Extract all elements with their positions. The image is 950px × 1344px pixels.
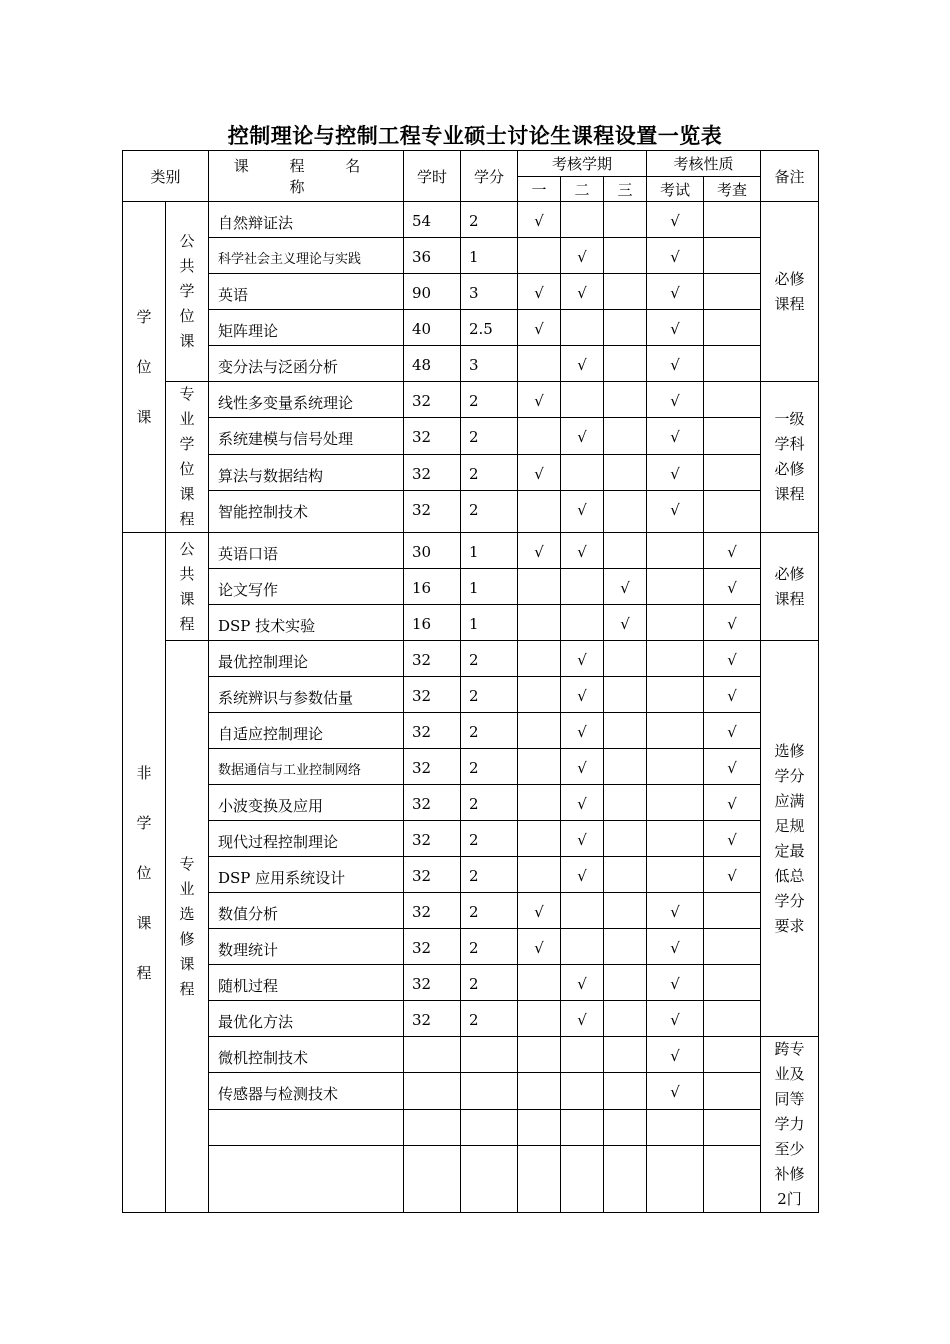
course-name: 传感器与检测技术 [209,1073,404,1109]
table-row [123,491,819,533]
header-term-2: 二 [561,177,604,202]
check-mark-exam [647,677,704,713]
course-credits: 2 [461,857,518,893]
header-course-name: 课 程 名 称 [209,151,404,202]
notes-degree-major: 一级 学科 必修 课程 [761,382,819,533]
check-mark-t3 [604,491,647,533]
check-mark-check: √ [704,713,761,749]
course-hours: 40 [404,310,461,346]
course-credits: 2 [461,821,518,857]
check-mark-t3 [604,821,647,857]
course-credits: 1 [461,605,518,641]
check-mark-exam: √ [647,310,704,346]
course-name: 小波变换及应用 [209,785,404,821]
check-mark-t2: √ [561,677,604,713]
course-name: 算法与数据结构 [209,454,404,490]
course-hours: 32 [404,454,461,490]
check-mark-t3 [604,238,647,274]
course-hours: 32 [404,677,461,713]
course-hours: 32 [404,1001,461,1037]
course-hours [404,1073,461,1109]
check-mark-t1: √ [518,533,561,569]
check-mark-t2: √ [561,749,604,785]
check-mark-t1: √ [518,274,561,310]
course-credits: 2 [461,677,518,713]
check-mark-t3 [604,1001,647,1037]
header-credits: 学分 [461,151,518,202]
check-mark-t2: √ [561,274,604,310]
table-row [123,605,819,641]
course-hours: 32 [404,857,461,893]
check-mark-check: √ [704,785,761,821]
check-mark-check: √ [704,569,761,605]
check-mark-exam: √ [647,382,704,418]
course-credits: 2 [461,749,518,785]
header-exam: 考试 [647,177,704,202]
check-mark-exam: √ [647,1073,704,1109]
check-mark-t1 [518,605,561,641]
table-row [123,677,819,713]
course-name: 微机控制技术 [209,1037,404,1073]
check-mark-t2 [561,1146,604,1213]
header-check: 考查 [704,177,761,202]
table-row [123,713,819,749]
table-row [123,1109,819,1145]
table-row [123,238,819,274]
course-name: 线性多变量系统理论 [209,382,404,418]
course-hours: 32 [404,713,461,749]
check-mark-t3 [604,785,647,821]
course-credits [461,1109,518,1145]
group-nondegree: 非 学 位 课 程 [123,533,166,1213]
course-hours: 90 [404,274,461,310]
check-mark-t1: √ [518,202,561,238]
check-mark-t1 [518,1001,561,1037]
check-mark-t1: √ [518,929,561,965]
course-name: 随机过程 [209,965,404,1001]
check-mark-t3 [604,454,647,490]
course-hours: 32 [404,382,461,418]
check-mark-exam [647,1109,704,1145]
check-mark-t3 [604,1037,647,1073]
course-name: 最优控制理论 [209,641,404,677]
check-mark-exam: √ [647,418,704,454]
check-mark-t2 [561,893,604,929]
course-credits: 1 [461,533,518,569]
check-mark-t1 [518,1037,561,1073]
notes-nondegree-public: 必修 课程 [761,533,819,641]
course-credits: 2 [461,785,518,821]
table-row [123,569,819,605]
check-mark-t2: √ [561,346,604,382]
check-mark-t1: √ [518,382,561,418]
check-mark-t1: √ [518,310,561,346]
check-mark-exam: √ [647,1037,704,1073]
course-credits: 2 [461,382,518,418]
check-mark-check: √ [704,533,761,569]
course-name: 系统建模与信号处理 [209,418,404,454]
course-credits: 2.5 [461,310,518,346]
check-mark-exam [647,641,704,677]
header-exam-term: 考核学期 [518,151,647,177]
header-category: 类别 [123,151,209,202]
check-mark-exam: √ [647,965,704,1001]
check-mark-t1 [518,677,561,713]
check-mark-t1 [518,346,561,382]
course-hours: 32 [404,749,461,785]
course-hours: 32 [404,821,461,857]
table-row [123,454,819,490]
course-hours [404,1037,461,1073]
course-credits: 1 [461,569,518,605]
header-term-1: 一 [518,177,561,202]
check-mark-check [704,491,761,533]
table-row [123,310,819,346]
course-credits: 2 [461,893,518,929]
check-mark-t2: √ [561,1001,604,1037]
check-mark-t2 [561,929,604,965]
check-mark-t2: √ [561,533,604,569]
check-mark-t2 [561,1073,604,1109]
course-name: 自然辩证法 [209,202,404,238]
course-name: 系统辨识与参数估量 [209,677,404,713]
check-mark-check: √ [704,641,761,677]
table-row [123,929,819,965]
group-degree: 学 位 课 [123,202,166,533]
check-mark-t3 [604,893,647,929]
check-mark-t3 [604,382,647,418]
header-notes: 备注 [761,151,819,202]
check-mark-check: √ [704,605,761,641]
course-hours: 16 [404,569,461,605]
check-mark-t1 [518,965,561,1001]
course-credits: 3 [461,274,518,310]
check-mark-t3 [604,749,647,785]
course-name [209,1109,404,1145]
course-hours: 16 [404,605,461,641]
course-credits [461,1073,518,1109]
course-hours: 32 [404,893,461,929]
course-credits: 2 [461,418,518,454]
check-mark-check [704,1037,761,1073]
course-credits: 2 [461,1001,518,1037]
check-mark-t2: √ [561,857,604,893]
check-mark-t3 [604,929,647,965]
check-mark-exam [647,785,704,821]
course-name: 数理统计 [209,929,404,965]
check-mark-t2: √ [561,418,604,454]
check-mark-exam: √ [647,274,704,310]
course-credits: 2 [461,929,518,965]
course-credits: 2 [461,491,518,533]
course-name: 智能控制技术 [209,491,404,533]
course-hours: 32 [404,418,461,454]
check-mark-check: √ [704,821,761,857]
course-name: 数据通信与工业控制网络 [209,749,404,785]
check-mark-t2 [561,605,604,641]
course-credits: 2 [461,454,518,490]
check-mark-check [704,274,761,310]
header-exam-type: 考核性质 [647,151,761,177]
check-mark-t1 [518,749,561,785]
check-mark-t1 [518,1109,561,1145]
check-mark-exam [647,569,704,605]
check-mark-exam: √ [647,202,704,238]
notes-cross-major: 跨专 业及 同等 学力 至少 补修 2门 [761,1037,819,1213]
table-row [123,749,819,785]
check-mark-t3 [604,533,647,569]
group-nondegree-public: 公 共 课 程 [166,533,209,641]
check-mark-check [704,418,761,454]
course-name: 现代过程控制理论 [209,821,404,857]
notes-elective: 选修 学分 应满 足规 定最 低总 学分 要求 [761,641,819,1037]
check-mark-check [704,310,761,346]
check-mark-t1 [518,641,561,677]
check-mark-t1 [518,857,561,893]
course-credits: 2 [461,965,518,1001]
check-mark-t2: √ [561,965,604,1001]
table-row [123,821,819,857]
check-mark-check: √ [704,749,761,785]
check-mark-t3: √ [604,569,647,605]
course-hours: 36 [404,238,461,274]
check-mark-check [704,346,761,382]
course-hours: 32 [404,641,461,677]
check-mark-check [704,238,761,274]
course-name: DSP 技术实验 [209,605,404,641]
check-mark-t1 [518,1146,561,1213]
course-name: 最优化方法 [209,1001,404,1037]
check-mark-check [704,965,761,1001]
check-mark-t1 [518,713,561,749]
check-mark-t2 [561,569,604,605]
course-credits: 3 [461,346,518,382]
check-mark-exam: √ [647,346,704,382]
check-mark-t2: √ [561,713,604,749]
check-mark-t1: √ [518,454,561,490]
table-row [123,893,819,929]
check-mark-t1 [518,1073,561,1109]
check-mark-t2 [561,454,604,490]
header-term-3: 三 [604,177,647,202]
table-row [123,857,819,893]
check-mark-t2: √ [561,821,604,857]
check-mark-t2 [561,382,604,418]
check-mark-exam [647,605,704,641]
check-mark-t1 [518,491,561,533]
check-mark-t3 [604,677,647,713]
check-mark-t2 [561,202,604,238]
check-mark-t3 [604,274,647,310]
page-title: 控制理论与控制工程专业硕士讨论生课程设置一览表 [227,123,723,148]
course-hours: 32 [404,965,461,1001]
check-mark-t3 [604,965,647,1001]
table-row [123,382,819,418]
table-row [123,533,819,569]
course-hours: 32 [404,929,461,965]
check-mark-t3 [604,713,647,749]
table-row [123,274,819,310]
check-mark-t3 [604,857,647,893]
check-mark-exam: √ [647,238,704,274]
course-hours: 32 [404,491,461,533]
check-mark-exam: √ [647,893,704,929]
check-mark-t3: √ [604,605,647,641]
course-hours: 54 [404,202,461,238]
check-mark-check [704,454,761,490]
check-mark-t3 [604,418,647,454]
group-degree-public: 公 共 学 位 课 [166,202,209,382]
check-mark-exam [647,821,704,857]
check-mark-check: √ [704,857,761,893]
check-mark-t2: √ [561,491,604,533]
check-mark-t3 [604,310,647,346]
check-mark-t2: √ [561,785,604,821]
course-credits [461,1146,518,1213]
check-mark-t1 [518,238,561,274]
check-mark-check [704,929,761,965]
check-mark-check [704,1109,761,1145]
course-hours [404,1146,461,1213]
check-mark-check [704,1001,761,1037]
check-mark-check [704,1073,761,1109]
course-name: 矩阵理论 [209,310,404,346]
course-name: 自适应控制理论 [209,713,404,749]
check-mark-t2: √ [561,641,604,677]
group-degree-major: 专 业 学 位 课 程 [166,382,209,533]
course-name: 英语 [209,274,404,310]
table-row [123,965,819,1001]
check-mark-t3 [604,1109,647,1145]
check-mark-exam: √ [647,454,704,490]
course-name: 数值分析 [209,893,404,929]
check-mark-t1 [518,569,561,605]
table-row [123,1001,819,1037]
course-credits: 1 [461,238,518,274]
check-mark-t2 [561,1037,604,1073]
course-name: 论文写作 [209,569,404,605]
check-mark-check [704,893,761,929]
course-name: DSP 应用系统设计 [209,857,404,893]
check-mark-exam: √ [647,491,704,533]
check-mark-check [704,382,761,418]
header-hours: 学时 [404,151,461,202]
table-row [123,1146,819,1213]
check-mark-t3 [604,1146,647,1213]
check-mark-check: √ [704,677,761,713]
check-mark-t3 [604,202,647,238]
check-mark-check [704,202,761,238]
course-name: 科学社会主义理论与实践 [209,238,404,274]
check-mark-exam [647,749,704,785]
course-hours: 30 [404,533,461,569]
course-name: 英语口语 [209,533,404,569]
check-mark-t3 [604,641,647,677]
course-hours: 48 [404,346,461,382]
check-mark-t1 [518,785,561,821]
check-mark-t2: √ [561,238,604,274]
check-mark-t1 [518,821,561,857]
table-row [123,785,819,821]
course-credits: 2 [461,641,518,677]
course-table [122,150,819,1213]
check-mark-t2 [561,310,604,346]
table-row [123,202,819,238]
check-mark-exam [647,533,704,569]
check-mark-check [704,1146,761,1213]
table-row [123,346,819,382]
course-credits: 2 [461,713,518,749]
table-row [123,1037,819,1073]
course-hours [404,1109,461,1145]
course-credits: 2 [461,202,518,238]
course-name [209,1146,404,1213]
table-row [123,1073,819,1109]
check-mark-t3 [604,346,647,382]
course-credits [461,1037,518,1073]
group-nondegree-elective: 专 业 选 修 课 程 [166,641,209,1213]
check-mark-exam: √ [647,1001,704,1037]
check-mark-t1: √ [518,893,561,929]
check-mark-exam: √ [647,929,704,965]
check-mark-t3 [604,1073,647,1109]
table-row [123,418,819,454]
course-name: 变分法与泛函分析 [209,346,404,382]
table-row [123,641,819,677]
notes-degree-public: 必修 课程 [761,202,819,382]
check-mark-exam [647,713,704,749]
check-mark-t1 [518,418,561,454]
course-hours: 32 [404,785,461,821]
check-mark-t2 [561,1109,604,1145]
check-mark-exam [647,857,704,893]
check-mark-exam [647,1146,704,1213]
